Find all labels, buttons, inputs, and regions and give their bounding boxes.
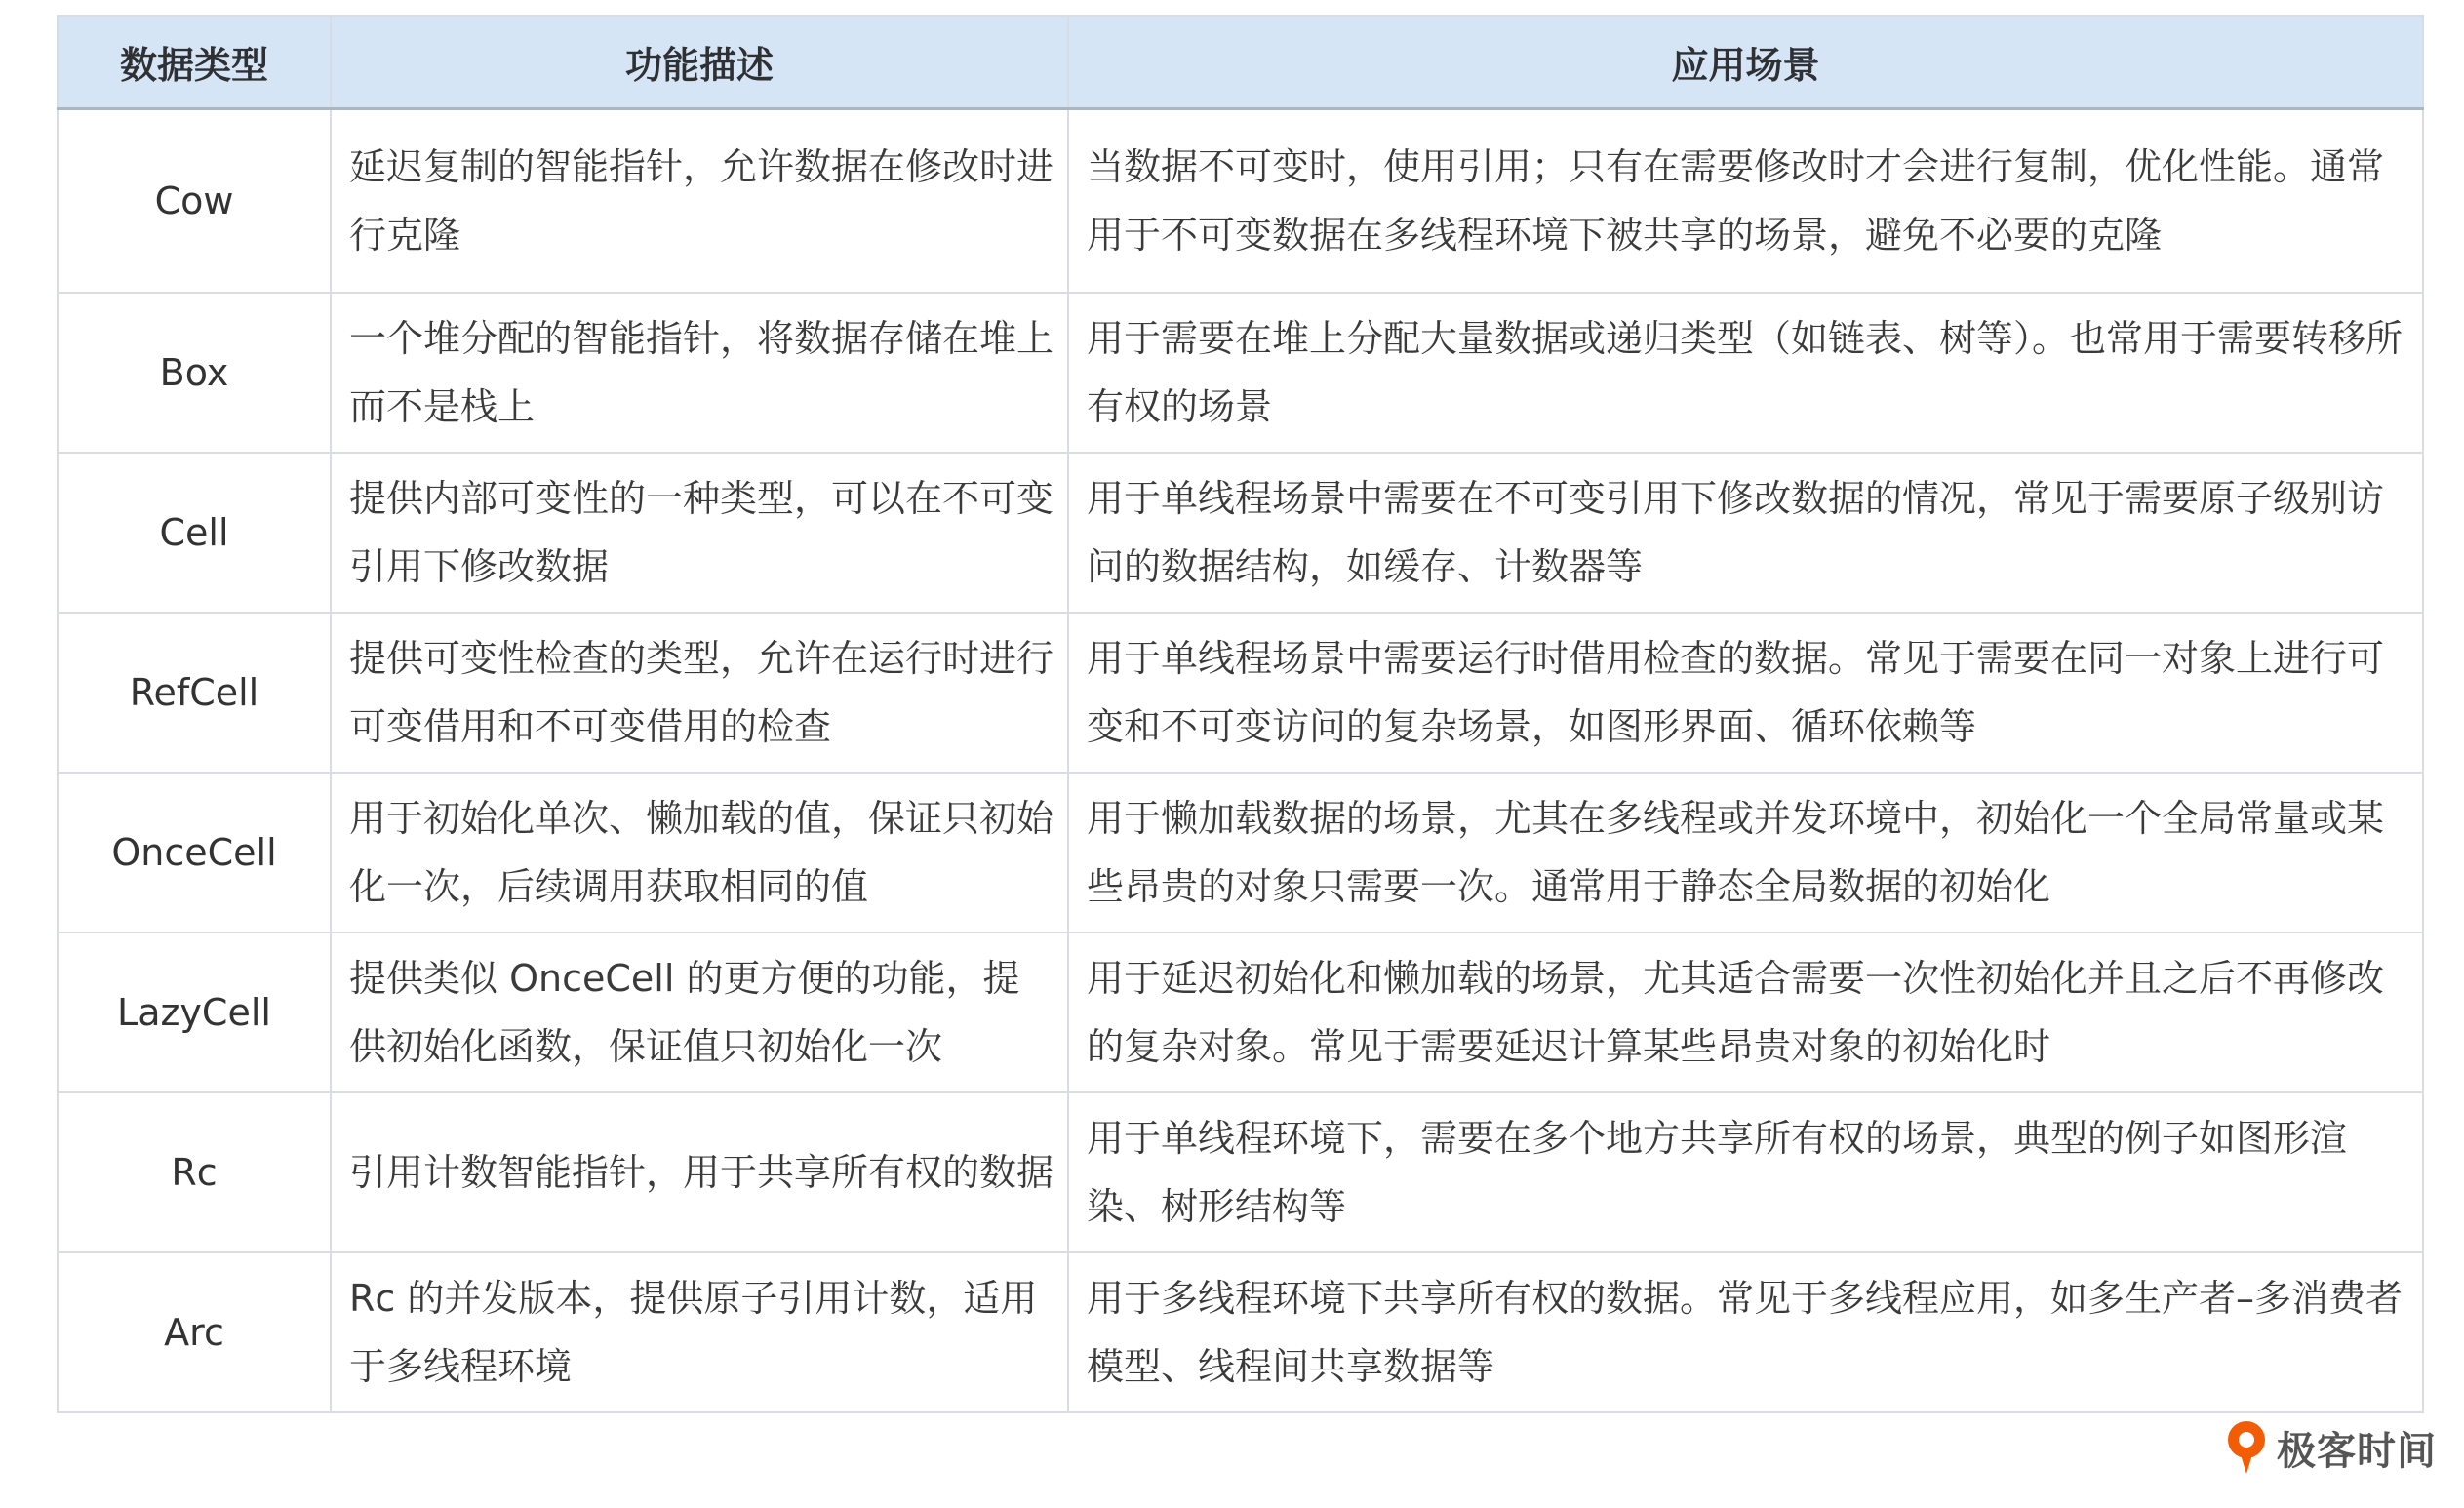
cell-description: 一个堆分配的智能指针，将数据存储在堆上而不是栈上 [331, 293, 1068, 453]
cell-use-case: 用于单线程场景中需要在不可变引用下修改数据的情况，常见于需要原子级别访问的数据结构，如缓存、计数器等 [1068, 453, 2423, 613]
cell-type: Cow [58, 109, 331, 293]
table-row [58, 109, 2423, 293]
cell-description: 提供类似 OnceCell 的更方便的功能，提供初始化函数，保证值只初始化一次 [331, 933, 1068, 1092]
table-row [58, 293, 2423, 453]
header-use-case: 应用场景 [1068, 16, 2423, 109]
table-row [58, 613, 2423, 773]
cell-description: 用于初始化单次、懒加载的值，保证只初始化一次，后续调用获取相同的值 [331, 773, 1068, 933]
cell-use-case: 当数据不可变时，使用引用；只有在需要修改时才会进行复制，优化性能。通常用于不可变数据在多线程环境下被共享的场景，避免不必要的克隆 [1068, 109, 2423, 293]
logo-text: 极客时间 [2277, 1428, 2437, 1474]
cell-use-case: 用于单线程环境下，需要在多个地方共享所有权的场景，典型的例子如图形渲染、树形结构等 [1068, 1092, 2423, 1252]
cell-use-case: 用于多线程环境下共享所有权的数据。常见于多线程应用，如多生产者–多消费者模型、线程间共享数据等 [1068, 1252, 2423, 1412]
cell-type: LazyCell [58, 933, 331, 1092]
data-types-table-container [57, 15, 2422, 1413]
cell-use-case: 用于单线程场景中需要运行时借用检查的数据。常见于需要在同一对象上进行可变和不可变访问的复杂场景，如图形界面、循环依赖等 [1068, 613, 2423, 773]
cell-type: RefCell [58, 613, 331, 773]
table-row [58, 1252, 2423, 1412]
table-row [58, 933, 2423, 1092]
cell-type: Arc [58, 1252, 331, 1412]
table-row [58, 773, 2423, 933]
cell-type: Box [58, 293, 331, 453]
cell-use-case: 用于延迟初始化和懒加载的场景，尤其适合需要一次性初始化并且之后不再修改的复杂对象。常见于需要延迟计算某些昂贵对象的初始化时 [1068, 933, 2423, 1092]
table-row [58, 1092, 2423, 1252]
cell-description: 提供内部可变性的一种类型，可以在不可变引用下修改数据 [331, 453, 1068, 613]
cell-use-case: 用于需要在堆上分配大量数据或递归类型（如链表、树等）。也常用于需要转移所有权的场景 [1068, 293, 2423, 453]
cell-use-case: 用于懒加载数据的场景，尤其在多线程或并发环境中，初始化一个全局常量或某些昂贵的对象只需要一次。通常用于静态全局数据的初始化 [1068, 773, 2423, 933]
cell-description: 提供可变性检查的类型，允许在运行时进行可变借用和不可变借用的检查 [331, 613, 1068, 773]
cell-description: 引用计数智能指针，用于共享所有权的数据 [331, 1092, 1068, 1252]
table-row [58, 453, 2423, 613]
cell-type: OnceCell [58, 773, 331, 933]
table-header-row [58, 16, 2423, 109]
cell-description: Rc 的并发版本，提供原子引用计数，适用于多线程环境 [331, 1252, 1068, 1412]
geektime-logo [2224, 1418, 2437, 1477]
cell-description: 延迟复制的智能指针，允许数据在修改时进行克隆 [331, 109, 1068, 293]
header-data-type: 数据类型 [58, 16, 331, 109]
cell-type: Rc [58, 1092, 331, 1252]
cell-type: Cell [58, 453, 331, 613]
header-function-description: 功能描述 [331, 16, 1068, 109]
geektime-logo-icon [2224, 1418, 2269, 1477]
data-types-table [57, 15, 2424, 1413]
